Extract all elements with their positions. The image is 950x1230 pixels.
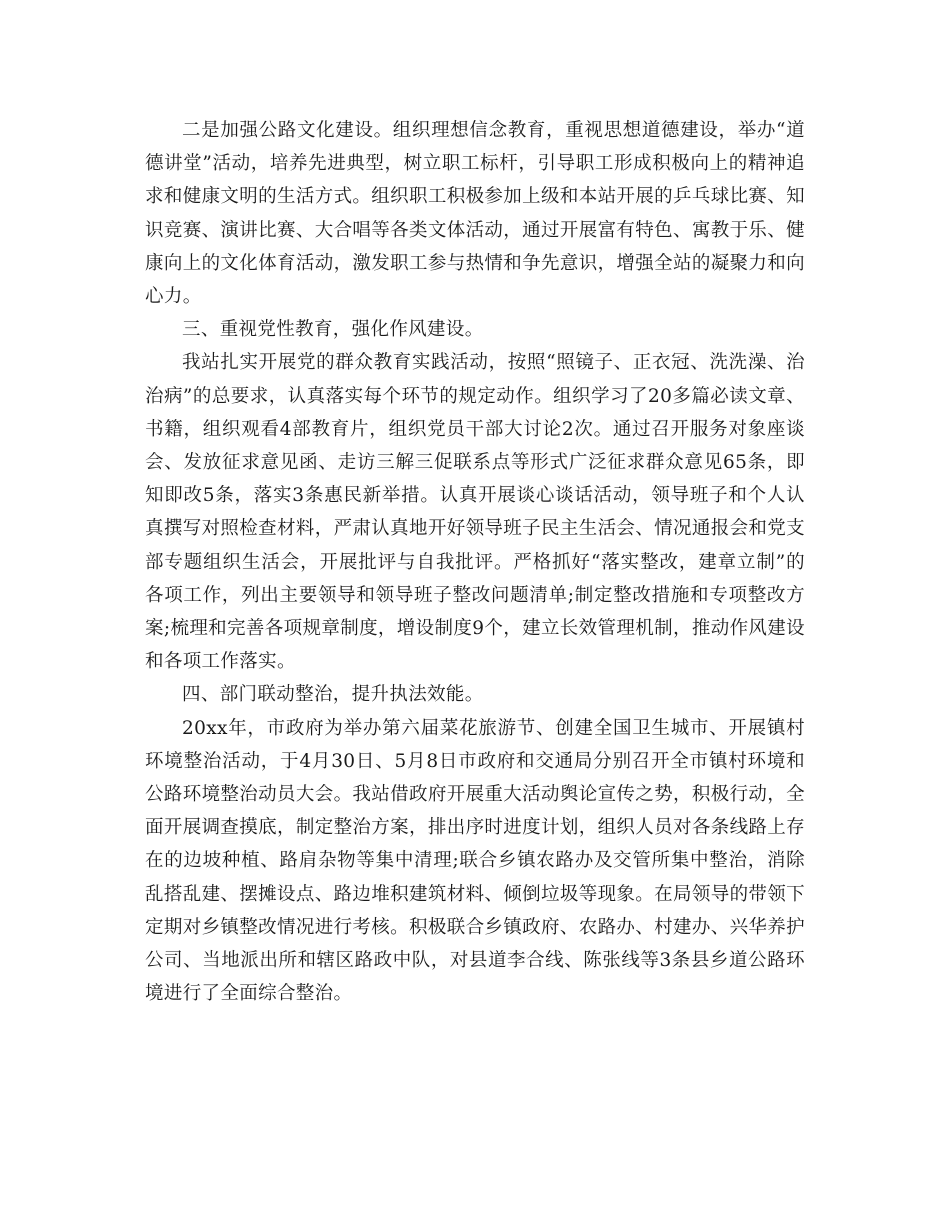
paragraph-joint-rectification: 20xx年，市政府为举办第六届菜花旅游节、创建全国卫生城市、开展镇村环境整治活动，于4月30日、5月8日市政府和交通局分别召开全市镇村环境和公路环境整治动员大会。我站借政府开展重大活动舆论宣传之势，积极行动，全面开展调查摸底，制定整治方案，排出序时进度计划，组织人员对各条线路上存在的边坡种植、路肩杂物等集中清理;联合乡镇农路办及交管所集中整治，消除乱搭乱建、摆摊设点、路边堆积建筑材料、倾倒垃圾等现象。在局领导的带领下定期对乡镇整改情况进行考核。积极联合乡镇政府、农路办、村建办、兴华养护公司、当地派出所和辖区路政中队，对县道李合线、陈张线等3条县乡道公路环境进行了全面综合整治。 bbox=[145, 717, 805, 1005]
document-body bbox=[145, 114, 805, 1010]
paragraph-party-education: 我站扎实开展党的群众教育实践活动，按照“照镜子、正衣冠、洗洗澡、治治病”的总要求，认真落实每个环节的规定动作。组织学习了20多篇必读文章、书籍，组织观看4部教育片，组织党员干部大讨论2次。通过召开服务对象座谈会、发放征求意见函、走访三解三促联系点等形式广泛征求群众意见65条，即知即改5条，落实3条惠民新举措。认真开展谈心谈话活动，领导班子和个人认真撰写对照检查材料，严肃认真地开好领导班子民主生活会、情况通报会和党支部专题组织生活会，开展批评与自我批评。严格抓好“落实整改，建章立制”的各项工作，列出主要领导和领导班子整改问题清单;制定整改措施和专项整改方案;梳理和完善各项规章制度，增设制度9个，建立长效管理机制，推动作风建设和各项工作落实。 bbox=[145, 352, 805, 673]
paragraph-culture-building: 二是加强公路文化建设。组织理想信念教育，重视思想道德建设，举办“道德讲堂”活动，培养先进典型，树立职工标杆，引导职工形成积极向上的精神追求和健康文明的生活方式。组织职工积极参加上级和本站开展的乒乓球比赛、知识竞赛、演讲比赛、大合唱等各类文体活动，通过开展富有特色、寓教于乐、健康向上的文化体育活动，激发职工参与热情和争先意识，增强全站的凝聚力和向心力。 bbox=[145, 120, 805, 308]
section-heading-joint-rectification: 四、部门联动整治，提升执法效能。 bbox=[182, 684, 484, 706]
section-heading-party-education: 三、重视党性教育，强化作风建设。 bbox=[182, 319, 484, 341]
